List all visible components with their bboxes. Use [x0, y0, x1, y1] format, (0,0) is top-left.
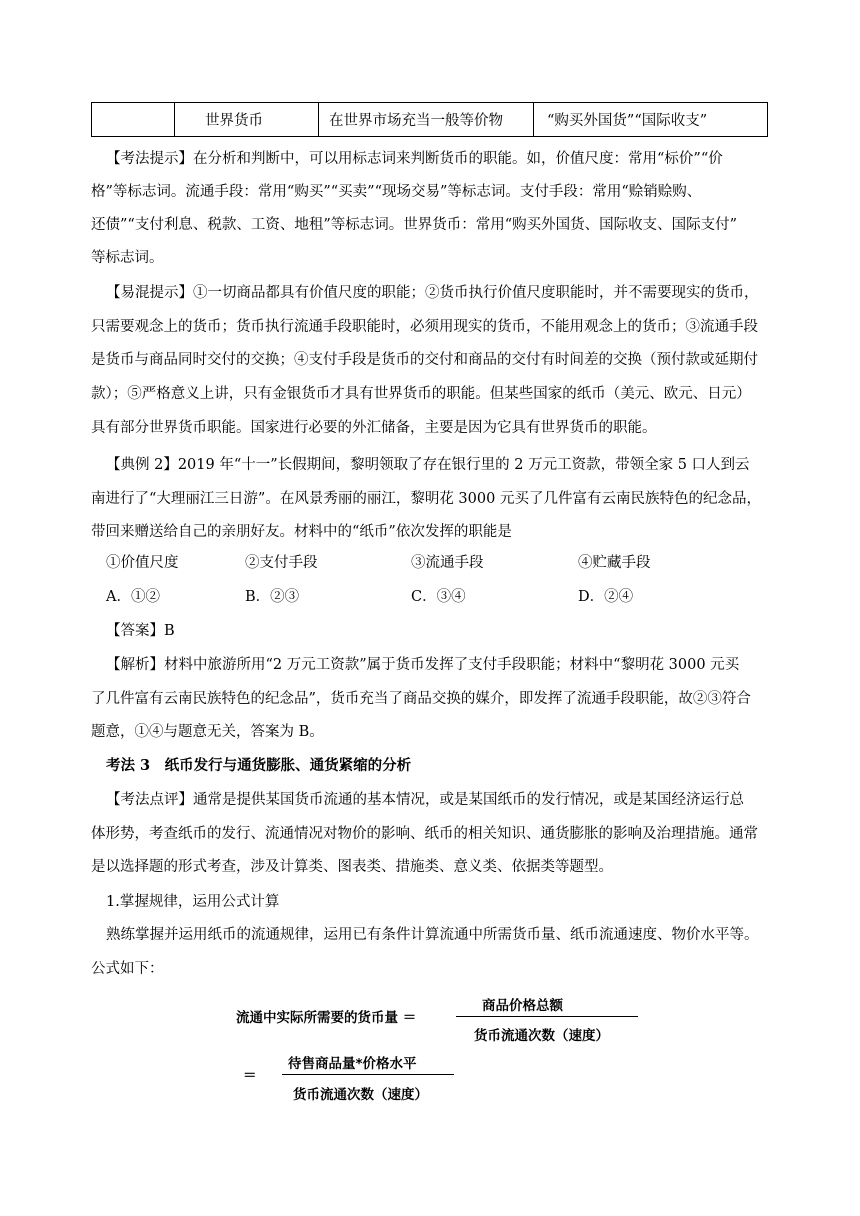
review-line-2: 体形势，考查纸币的发行、流通情况对物价的影响、纸币的相关知识、通货膨胀的影响及治理措施。通常 [91, 826, 758, 842]
confuse-line-4: 款）；⑤严格意义上讲，只有金银货币才具有世界货币的职能。但某些国家的纸币（美元、欧元、日元） [91, 386, 751, 402]
analysis-line-2: 了几件富有云南民族特色的纪念品”，货币充当了商品交换的媒介，即发挥了流通手段职能，故②③符合 [91, 691, 751, 707]
tip-line-1: 【考法提示】在分析和判断中，可以用标志词来判断货币的职能。如，价值尺度：常用“标价”“价 [106, 151, 723, 167]
analysis-line-1: 【解析】材料中旅游所用“2 万元工资款”属于货币发挥了支付手段职能；材料中“黎明花 3000 元买 [106, 657, 740, 673]
formula-equals: ＝ [243, 1068, 257, 1084]
tip-line-4: 等标志词。 [91, 250, 164, 266]
formula-denominator-1: 货币流通次数（速度） [474, 1028, 609, 1044]
review-line-3: 是以选择题的形式考查，涉及计算类、图表类、措施类、意义类、依据类等题型。 [91, 859, 613, 875]
table-row [92, 103, 768, 137]
answer-option: D．②④ [578, 589, 634, 605]
confuse-line-3: 是货币与商品同时交付的交换；④支付手段是货币的交付和商品的交付有时间差的交换（预付款或延期付 [91, 352, 758, 368]
rule-line-1: 熟练掌握并运用纸币的流通规律，运用已有条件计算流通中所需货币量、纸币流通速度、物价水平等。 [106, 927, 759, 943]
tip-line-2: 格”等标志词。流通手段：常用“购买”“买卖”“现场交易”等标志词。支付手段：常用“赊销赊购、 [91, 184, 702, 200]
tip-line-3: 还债”“支付利息、税款、工资、地租”等标志词。世界货币：常用“购买外国货、国际收支、国际支付” [91, 217, 738, 233]
fraction-bar [282, 1074, 454, 1075]
analysis-line-3: 题意，①④与题意无关，答案为 B。 [91, 724, 324, 740]
confuse-line-1: 【易混提示】①一切商品都具有价值尺度的职能；②货币执行价值尺度职能时，并不需要现实的货币， [106, 285, 759, 301]
rule-title: 1.掌握规律，运用公式计算 [106, 894, 280, 910]
answer-line: 【答案】B [106, 623, 175, 639]
formula-denominator-2: 货币流通次数（速度） [293, 1087, 428, 1103]
formula-numerator-1: 商品价格总额 [482, 998, 563, 1014]
review-line-1: 【考法点评】通常是提供某国货币流通的基本情况，或是某国纸币的发行情况，或是某国经济运行总 [106, 792, 744, 808]
example-line-1: 【典例 2】2019 年“十一”长假期间，黎明领取了存在银行里的 2 万元工资款，带领全家 5 口人到云 [106, 457, 750, 473]
confuse-line-5: 具有部分世界货币职能。国家进行必要的外汇储备，主要是因为它具有世界货币的职能。 [91, 420, 657, 436]
section-title: 考法 3 纸币发行与通货膨胀、通货紧缩的分析 [106, 757, 412, 774]
fraction-bar [456, 1016, 638, 1017]
example-item: ④贮藏手段 [578, 555, 651, 571]
table-cell: “购买外国货”“国际收支” [534, 103, 768, 137]
answer-option: C．③④ [411, 589, 466, 605]
table-cell: 世界货币 [175, 103, 319, 137]
example-item: ②支付手段 [245, 555, 318, 571]
example-item: ①价值尺度 [106, 555, 179, 571]
formula-numerator-2: 待售商品量*价格水平 [288, 1056, 417, 1072]
example-item: ③流通手段 [411, 555, 484, 571]
confuse-line-2: 只需要观念上的货币；货币执行流通手段职能时，必须用现实的货币，不能用观念上的货币；③流通手段 [91, 319, 758, 335]
example-line-3: 带回来赠送给自己的亲朋好友。材料中的“纸币”依次发挥的职能是 [91, 524, 512, 540]
money-function-table [91, 102, 768, 137]
answer-option: A．①② [106, 589, 160, 605]
rule-line-2: 公式如下： [91, 961, 164, 977]
table-cell: 在世界市场充当一般等价物 [319, 103, 534, 137]
example-line-2: 南进行了“大理丽江三日游”。在风景秀丽的丽江，黎明花 3000 元买了几件富有云南民族特色的纪念品， [91, 491, 761, 507]
table-cell [92, 103, 175, 137]
formula-lhs: 流通中实际所需要的货币量 ＝ [236, 1010, 417, 1026]
answer-option: B．②③ [245, 589, 300, 605]
